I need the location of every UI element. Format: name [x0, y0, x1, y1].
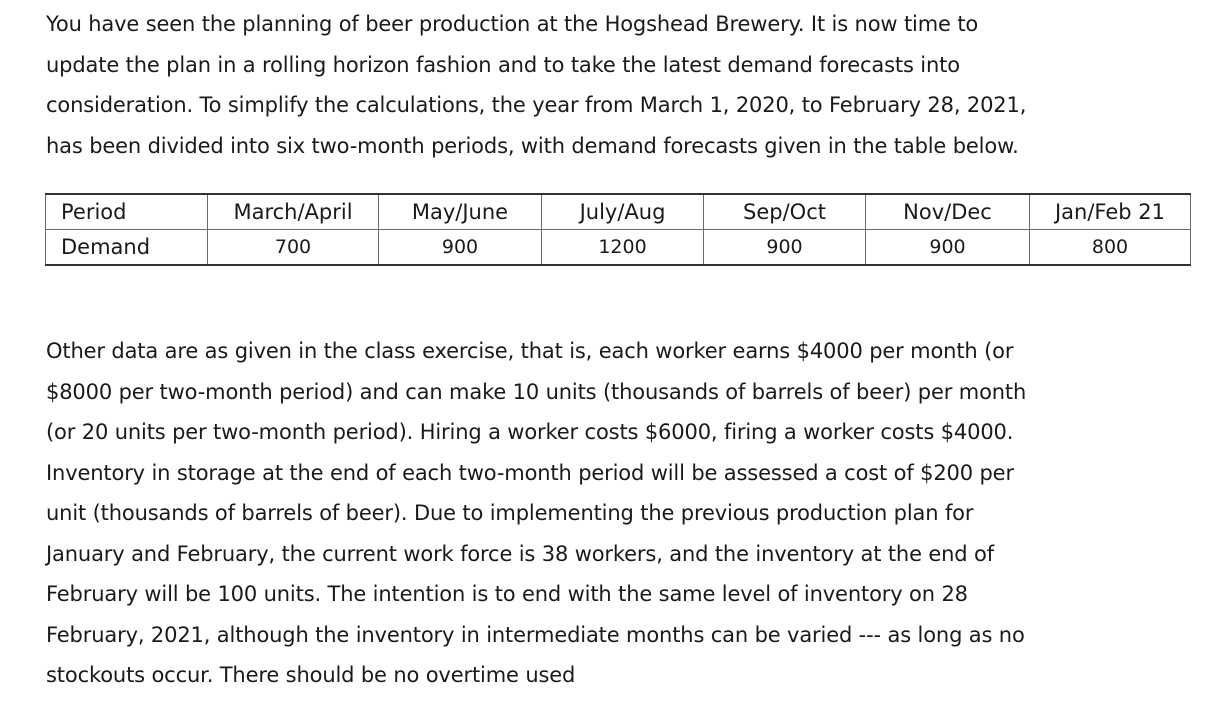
period-cell: May/June	[379, 194, 542, 230]
text-line: unit (thousands of barrels of beer). Due to implementing the previous production plan for	[46, 501, 974, 525]
table-row-periods	[46, 194, 1191, 230]
text-line: You have seen the planning of beer production at the Hogshead Brewery. It is now time to	[46, 12, 979, 36]
text-line: February, 2021, although the inventory in intermediate months can be varied --- as long as no	[46, 622, 1025, 647]
period-cell: July/Aug	[542, 194, 704, 230]
text-line: update the plan in a rolling horizon fashion and to take the latest demand forecasts into	[46, 52, 960, 77]
demand-cell: 900	[866, 230, 1030, 266]
demand-cell: 1200	[542, 230, 704, 266]
text-line: February will be 100 units. The intention is to end with the same level of inventory on 28	[46, 582, 968, 606]
demand-cell: 900	[379, 230, 542, 266]
text-line: has been divided into six two-month periods, with demand forecasts given in the table below.	[46, 133, 1019, 158]
period-cell: Nov/Dec	[866, 194, 1030, 230]
text-line: January and February, the current work force is 38 workers, and the inventory at the end of	[46, 541, 994, 566]
text-line: consideration. To simplify the calculations, the year from March 1, 2020, to February 28, 2021,	[46, 93, 1027, 117]
details-paragraph	[46, 331, 1216, 696]
period-cell: Jan/Feb 21	[1030, 194, 1191, 230]
demand-cell: 700	[208, 230, 379, 266]
text-line: Other data are as given in the class exercise, that is, each worker earns $4000 per month (or	[46, 339, 1014, 363]
text-line: (or 20 units per two-month period). Hiring a worker costs $6000, firing a worker costs $4000.	[46, 420, 1014, 444]
row-label-demand: Demand	[46, 230, 208, 266]
demand-cell: 800	[1030, 230, 1191, 266]
text-line: $8000 per two-month period) and can make 10 units (thousands of barrels of beer) per month	[46, 379, 1027, 404]
demand-forecast-table	[45, 193, 1191, 266]
demand-cell: 900	[704, 230, 866, 266]
table-row-demand	[46, 230, 1191, 266]
row-label-period: Period	[46, 194, 208, 230]
text-line: Inventory in storage at the end of each two-month period will be assessed a cost of $200 per	[46, 460, 1014, 485]
period-cell: Sep/Oct	[704, 194, 866, 230]
intro-paragraph	[46, 4, 1216, 166]
period-cell: March/April	[208, 194, 379, 230]
text-line: stockouts occur. There should be no overtime used	[46, 663, 576, 687]
